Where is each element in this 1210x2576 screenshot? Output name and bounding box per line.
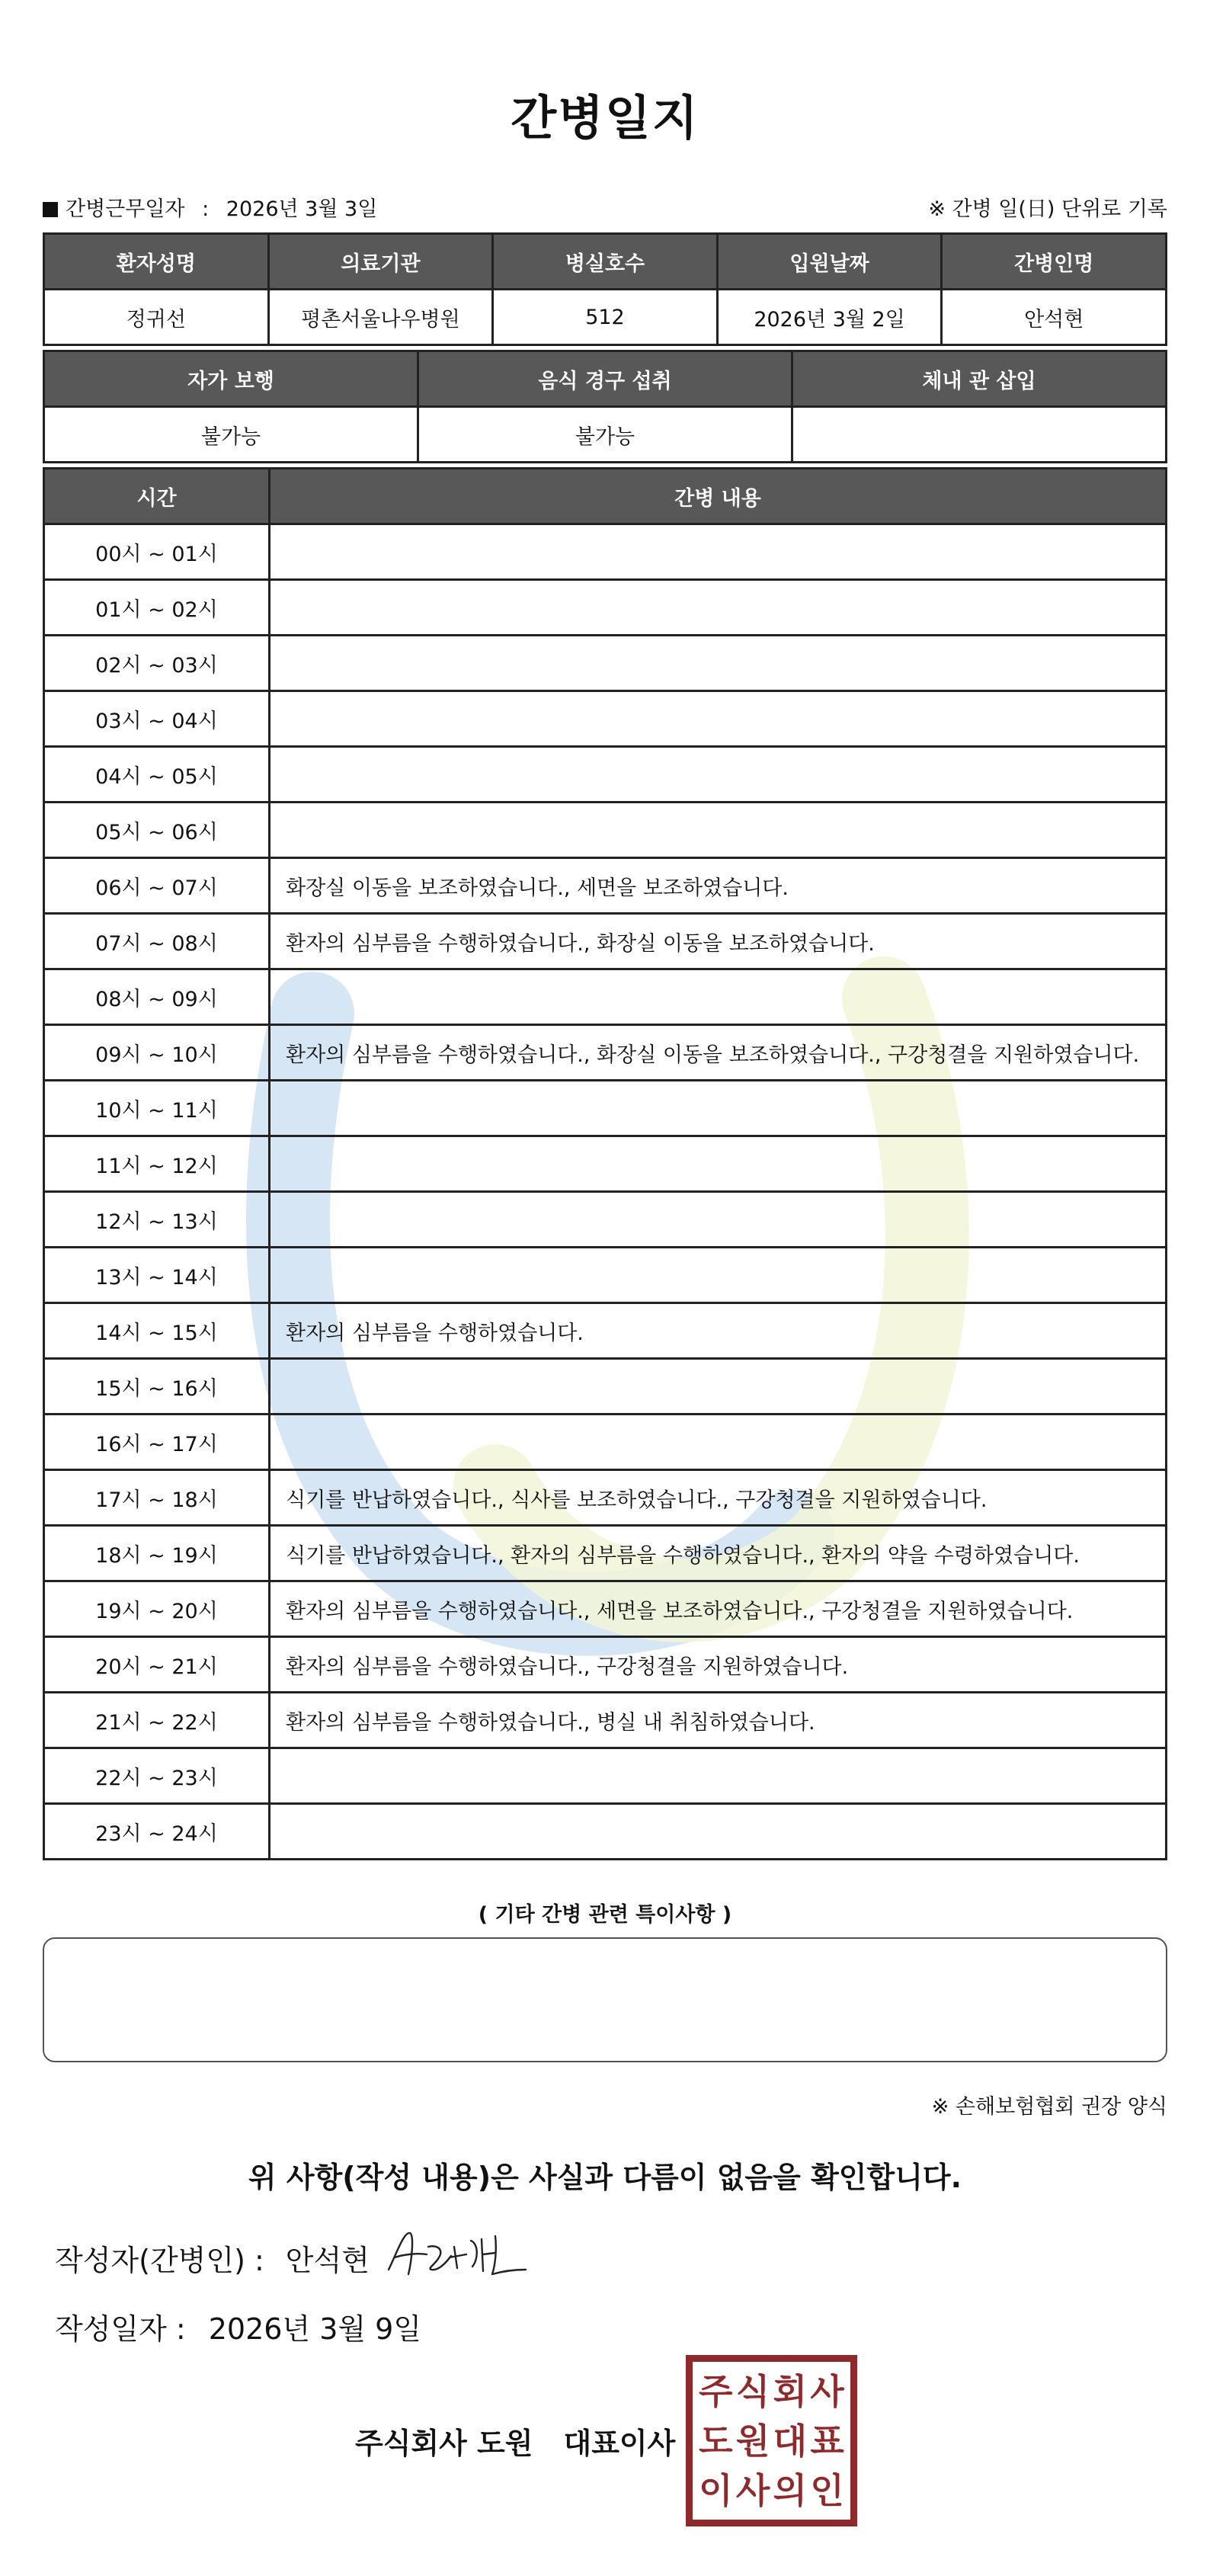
care-content-header: 간병 내용 xyxy=(270,469,1167,524)
care-content-cell: 환자의 심부름을 수행하였습니다. xyxy=(270,1303,1167,1359)
patient-name-value: 정귀선 xyxy=(44,290,269,345)
table-row xyxy=(44,1136,1167,1192)
seal-character: 의 xyxy=(773,2469,808,2511)
handwritten-signature-icon xyxy=(381,2224,533,2285)
room-header: 병실호수 xyxy=(493,234,718,290)
time-slot-cell: 21시 ~ 22시 xyxy=(44,1693,270,1748)
care-content-cell xyxy=(270,1415,1167,1470)
care-content-cell xyxy=(270,1248,1167,1303)
time-slot-cell: 08시 ~ 09시 xyxy=(44,969,270,1025)
table-row xyxy=(44,1359,1167,1415)
self-walking-header: 자가 보행 xyxy=(44,351,418,407)
table-row xyxy=(44,1303,1167,1359)
oral-intake-header: 음식 경구 섭취 xyxy=(418,351,792,407)
time-slot-cell: 09시 ~ 10시 xyxy=(44,1025,270,1081)
care-content-cell xyxy=(270,1804,1167,1860)
table-row xyxy=(44,1693,1167,1748)
time-slot-cell: 15시 ~ 16시 xyxy=(44,1359,270,1415)
table-row xyxy=(44,691,1167,747)
table-row xyxy=(44,1192,1167,1248)
time-slot-cell: 10시 ~ 11시 xyxy=(44,1081,270,1136)
company-name: 주식회사 도원 xyxy=(355,2427,533,2460)
care-content-cell: 환자의 심부름을 수행하였습니다., 병실 내 취침하였습니다. xyxy=(270,1693,1167,1748)
square-bullet-icon xyxy=(43,202,58,217)
self-walking-value: 불가능 xyxy=(44,407,418,463)
admission-date-header: 입원날짜 xyxy=(717,234,942,290)
table-row xyxy=(44,580,1167,636)
care-content-cell xyxy=(270,1359,1167,1415)
seal-character: 인 xyxy=(810,2469,844,2511)
care-content-cell: 식기를 반납하였습니다., 식사를 보조하였습니다., 구강청결을 지원하였습니다. xyxy=(270,1470,1167,1526)
seal-character: 원 xyxy=(735,2420,770,2462)
table-row xyxy=(44,636,1167,691)
written-date-line xyxy=(55,2305,421,2347)
time-header: 시간 xyxy=(44,469,270,524)
table-row xyxy=(44,803,1167,858)
table-row xyxy=(44,747,1167,803)
work-date-label: 간병근무일자 xyxy=(66,197,185,221)
care-content-cell: 환자의 심부름을 수행하였습니다., 화장실 이동을 보조하였습니다., 구강청결을 지원하였습니다. xyxy=(270,1025,1167,1081)
time-slot-cell: 22시 ~ 23시 xyxy=(44,1748,270,1804)
seal-character: 표 xyxy=(810,2420,844,2462)
care-content-cell xyxy=(270,969,1167,1025)
patient-info-table xyxy=(43,232,1167,346)
time-slot-cell: 18시 ~ 19시 xyxy=(44,1526,270,1581)
seal-character: 대 xyxy=(773,2420,808,2462)
hospital-value: 평촌서울나우병원 xyxy=(268,290,493,345)
remarks-title: ( 기타 간병 관련 특이사항 ) xyxy=(478,1903,732,1927)
table-row xyxy=(44,1025,1167,1081)
table-row xyxy=(44,969,1167,1025)
work-date-separator: : xyxy=(202,197,210,221)
seal-character: 회 xyxy=(773,2370,808,2412)
time-slot-cell: 20시 ~ 21시 xyxy=(44,1637,270,1693)
caregiver-name-value: 안석현 xyxy=(942,290,1167,345)
tube-insertion-value xyxy=(792,407,1167,463)
time-slot-cell: 13시 ~ 14시 xyxy=(44,1248,270,1303)
time-slot-cell: 03시 ~ 04시 xyxy=(44,691,270,747)
care-content-cell xyxy=(270,1081,1167,1136)
writer-label: 작성자(간병인) : xyxy=(55,2244,264,2277)
seal-character: 이 xyxy=(699,2469,733,2511)
tube-insertion-header: 체내 관 삽입 xyxy=(792,351,1167,407)
mobility-table xyxy=(43,350,1167,463)
seal-character: 식 xyxy=(735,2370,770,2412)
table-row xyxy=(44,858,1167,914)
table-row xyxy=(44,914,1167,969)
recommend-note: ※ 손해보험협회 권장 양식 xyxy=(931,2095,1167,2119)
time-slot-cell: 23시 ~ 24시 xyxy=(44,1804,270,1860)
writer-line xyxy=(55,2237,370,2279)
time-slot-cell: 14시 ~ 15시 xyxy=(44,1303,270,1359)
hospital-header: 의료기관 xyxy=(268,234,493,290)
time-slot-cell: 04시 ~ 05시 xyxy=(44,747,270,803)
table-row xyxy=(44,1581,1167,1637)
care-content-cell xyxy=(270,524,1167,580)
time-slot-cell: 00시 ~ 01시 xyxy=(44,524,270,580)
care-content-cell xyxy=(270,1192,1167,1248)
time-slot-cell: 19시 ~ 20시 xyxy=(44,1581,270,1637)
remarks-box xyxy=(43,1937,1167,2062)
oral-intake-value: 불가능 xyxy=(418,407,792,463)
seal-character: 도 xyxy=(699,2420,733,2462)
written-date-label: 작성일자 : xyxy=(55,2312,186,2346)
care-content-cell xyxy=(270,636,1167,691)
table-row xyxy=(44,1637,1167,1693)
care-content-cell xyxy=(270,1748,1167,1804)
care-content-cell: 환자의 심부름을 수행하였습니다., 세면을 보조하였습니다., 구강청결을 지원하였습니다. xyxy=(270,1581,1167,1637)
seal-character: 사 xyxy=(810,2370,844,2412)
care-content-cell: 식기를 반납하였습니다., 환자의 심부름을 수행하였습니다., 환자의 약을 수령하였습니다. xyxy=(270,1526,1167,1581)
seal-character: 사 xyxy=(735,2469,770,2511)
company-line xyxy=(355,2420,675,2462)
admission-date-value: 2026년 3월 2일 xyxy=(717,290,942,345)
work-date-line xyxy=(43,192,377,222)
time-slot-cell: 02시 ~ 03시 xyxy=(44,636,270,691)
page-title: 간병일지 xyxy=(511,90,699,146)
care-content-cell: 환자의 심부름을 수행하였습니다., 구강청결을 지원하였습니다. xyxy=(270,1637,1167,1693)
table-row xyxy=(44,1081,1167,1136)
care-content-cell xyxy=(270,691,1167,747)
table-row xyxy=(44,524,1167,580)
record-note: ※ 간병 일(日) 단위로 기록 xyxy=(928,197,1167,221)
time-slot-cell: 07시 ~ 08시 xyxy=(44,914,270,969)
caregiver-name-header: 간병인명 xyxy=(942,234,1167,290)
time-slot-cell: 11시 ~ 12시 xyxy=(44,1136,270,1192)
care-content-cell xyxy=(270,1136,1167,1192)
hourly-log-table xyxy=(43,467,1167,1860)
writer-name: 안석현 xyxy=(285,2244,370,2277)
table-row xyxy=(44,1804,1167,1860)
care-content-cell xyxy=(270,580,1167,636)
care-content-cell: 환자의 심부름을 수행하였습니다., 화장실 이동을 보조하였습니다. xyxy=(270,914,1167,969)
table-row xyxy=(44,1248,1167,1303)
care-content-cell xyxy=(270,747,1167,803)
company-seal-stamp xyxy=(686,2355,857,2526)
care-content-cell xyxy=(270,803,1167,858)
time-slot-cell: 01시 ~ 02시 xyxy=(44,580,270,636)
time-slot-cell: 12시 ~ 13시 xyxy=(44,1192,270,1248)
company-role: 대표이사 xyxy=(563,2427,676,2460)
room-value: 512 xyxy=(493,290,718,345)
work-date-value: 2026년 3월 3일 xyxy=(226,197,378,221)
written-date-value: 2026년 3월 9일 xyxy=(208,2312,422,2346)
table-row xyxy=(44,1415,1167,1470)
table-row xyxy=(44,1470,1167,1526)
time-slot-cell: 16시 ~ 17시 xyxy=(44,1415,270,1470)
table-row xyxy=(44,1748,1167,1804)
table-row xyxy=(44,1526,1167,1581)
time-slot-cell: 06시 ~ 07시 xyxy=(44,858,270,914)
time-slot-cell: 05시 ~ 06시 xyxy=(44,803,270,858)
patient-name-header: 환자성명 xyxy=(44,234,269,290)
care-content-cell: 화장실 이동을 보조하였습니다., 세면을 보조하였습니다. xyxy=(270,858,1167,914)
seal-character: 주 xyxy=(699,2370,733,2412)
time-slot-cell: 17시 ~ 18시 xyxy=(44,1470,270,1526)
confirmation-statement: 위 사항(작성 내용)은 사실과 다름이 없음을 확인합니다. xyxy=(248,2161,962,2194)
